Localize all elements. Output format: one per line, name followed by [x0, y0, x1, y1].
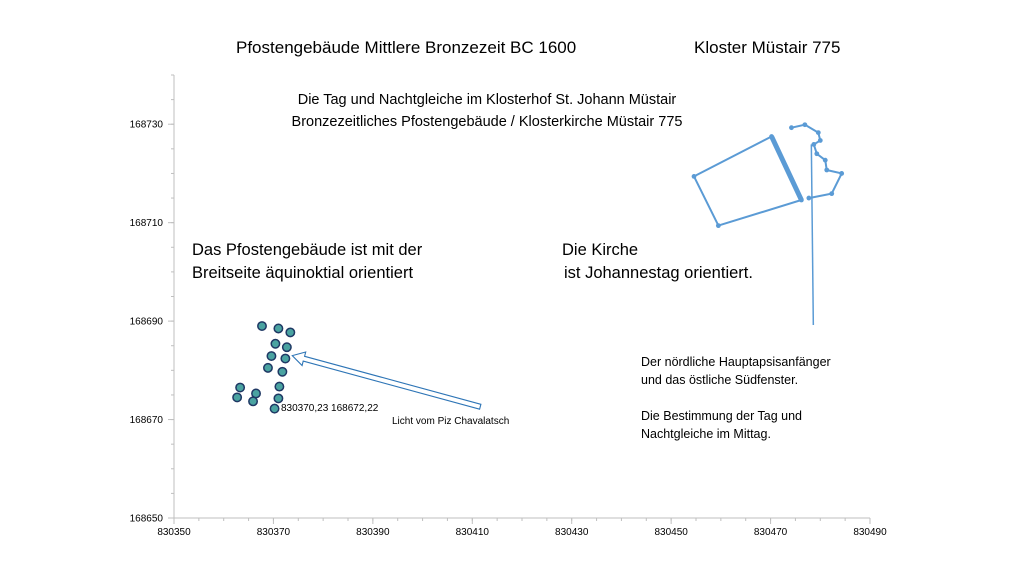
building-annotation-line-2: Breitseite äquinoktial orientiert [192, 264, 414, 282]
x-tick-label: 830450 [654, 527, 688, 538]
post-marker [249, 397, 257, 405]
x-tick-label: 830370 [256, 527, 291, 538]
church-vertex [769, 134, 774, 139]
church-outline [692, 122, 844, 228]
post-marker [271, 340, 279, 348]
post-marker [233, 393, 241, 401]
light-arrow [292, 352, 481, 409]
church-note-line-2: und das östliche Südfenster. [641, 373, 799, 387]
x-tick-label: 830470 [753, 527, 788, 538]
building-annotation-line-1: Das Pfostengebäude ist mit der [192, 241, 423, 259]
x-tick-label: 830350 [157, 527, 191, 538]
post-marker [258, 322, 266, 330]
post-marker [264, 364, 272, 372]
church-note-line-1: Der nördliche Hauptapsisanfänger [641, 355, 831, 369]
church-note-line-3: Die Bestimmung der Tag und [641, 409, 802, 423]
subtitle-line-2: Bronzezeitliches Pfostengebäude / Klosterkirche Müstair 775 [291, 114, 683, 130]
post-marker [283, 343, 291, 351]
y-tick-label: 168670 [129, 415, 163, 427]
x-tick-label: 830490 [853, 527, 887, 538]
post-marker [286, 328, 294, 336]
x-tick-label: 830410 [455, 527, 489, 538]
sight-line [811, 144, 813, 325]
scatter-points [233, 322, 295, 413]
church-apse [792, 125, 842, 198]
church-vertex [823, 158, 828, 163]
church-vertex [802, 122, 807, 127]
x-tick-label: 830390 [356, 527, 390, 538]
y-tick-label: 168650 [129, 513, 163, 525]
subtitle-line-1: Die Tag und Nachtgleiche im Klosterhof St. Johann Müstair [297, 92, 677, 108]
sight-line-segment [811, 144, 813, 325]
post-marker [274, 324, 282, 332]
church-note [641, 353, 831, 443]
church-vertex [811, 142, 816, 147]
church-vertex [716, 223, 721, 228]
y-tick-label: 168710 [129, 218, 163, 230]
y-tick-label: 168730 [129, 119, 163, 131]
post-marker [270, 404, 278, 412]
building-annotation [192, 239, 422, 285]
church-nave [694, 137, 801, 226]
data-point-label: 830370,23 168672,22 [281, 403, 379, 414]
church-vertex [816, 130, 821, 135]
chart-subtitle [262, 89, 712, 133]
church-vertex [818, 138, 823, 143]
church-vertex [692, 174, 697, 179]
arrow-label: Licht vom Piz Chavalatsch [392, 416, 510, 427]
church-vertex [806, 196, 811, 201]
post-marker [278, 368, 286, 376]
post-marker [267, 352, 275, 360]
post-marker [281, 354, 289, 362]
post-marker [275, 382, 283, 390]
church-vertex [799, 198, 804, 203]
chart-title-left: Pfostengebäude Mittlere Bronzezeit BC 1600 [236, 38, 577, 57]
y-tick-label: 168690 [129, 316, 163, 328]
church-apse-wall [772, 137, 802, 201]
church-vertex [814, 151, 819, 156]
post-marker [236, 383, 244, 391]
church-vertex [789, 125, 794, 130]
church-vertex [829, 191, 834, 196]
church-vertex [839, 171, 844, 176]
chart-title-right: Kloster Müstair 775 [694, 38, 841, 57]
light-arrow-shape [292, 352, 481, 409]
church-annotation-line-1: Die Kirche [562, 241, 639, 259]
post-marker [274, 394, 282, 402]
church-annotation [562, 239, 753, 285]
church-annotation-line-2: ist Johannestag orientiert. [564, 264, 753, 282]
church-vertex [824, 168, 829, 173]
church-note-line-4: Nachtgleiche im Mittag. [641, 427, 771, 441]
x-tick-label: 830430 [555, 527, 589, 538]
